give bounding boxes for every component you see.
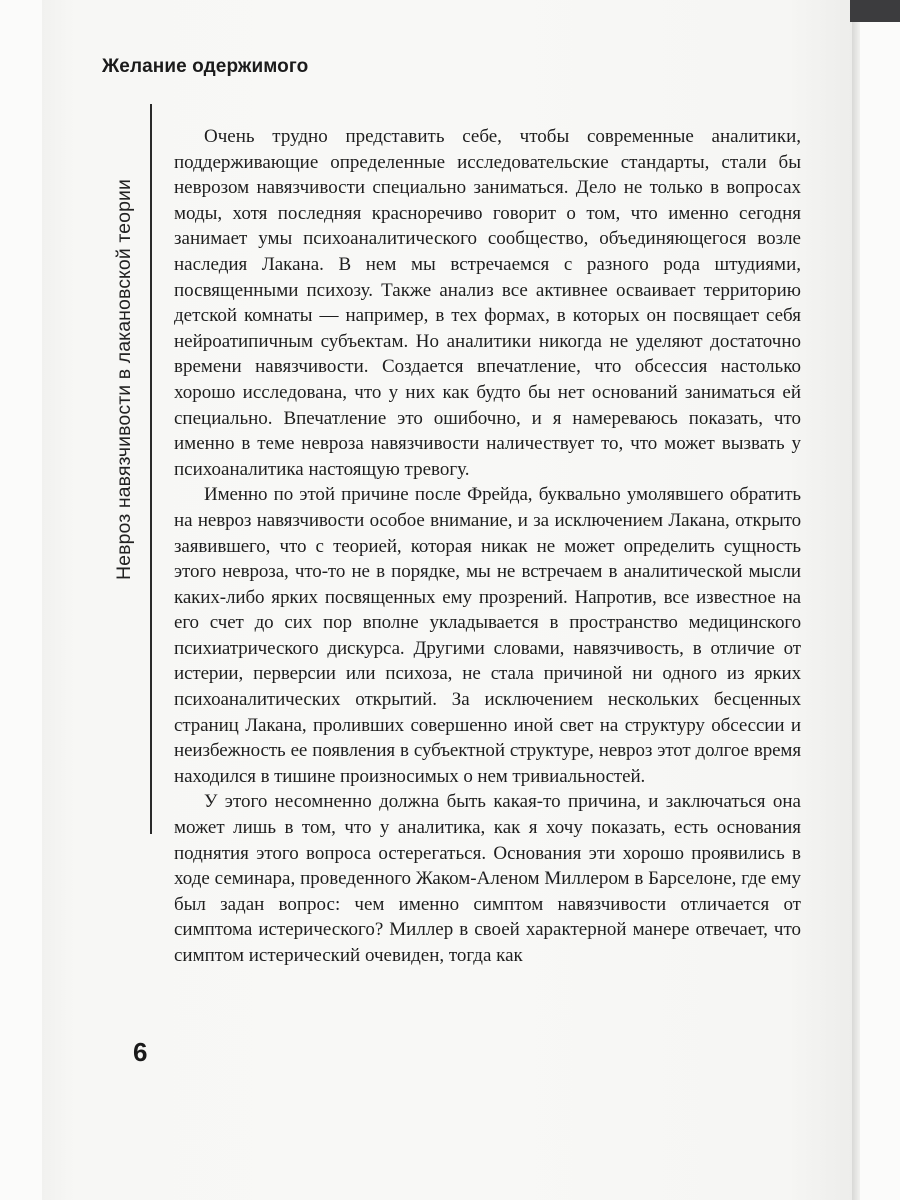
background-corner [850,0,900,22]
vertical-chapter-title: Невроз навязчивости в лакановской теории [113,179,135,580]
paragraph-2: Именно по этой причине после Фрейда, буквально умолявшего обратить на невроз навязчивости особое внимание, и за исключением Лакана, открыто заявившего, что с теорией, которая никак не может определить сущность этого невроза, что-то не в порядке, мы не встречаем в аналитической мысли каких-либо ярких посвященных ему прозрений. Напротив, все известное на его счет до сих пор вполне укладывается в пространство медицинского психиатрического дискурса. Другими словами, навязчивость, в отличие от истерии, перверсии или психоза, не стала причиной ни одного из ярких психоаналитических открытий. За исключением нескольких бесценных страниц Лакана, проливших совершенно иной свет на структуру обсессии и неизбежность ее появления в субъектной структуре, невроз этот долгое время находился в тишине произносимых о нем тривиальностей. [174,484,801,787]
vertical-rule [150,104,152,834]
page-edge [852,0,860,1200]
paragraph-3: У этого несомненно должна быть какая-то причина, и заключаться она может лишь в том, что у аналитика, как я хочу показать, есть основания поднятия этого вопроса остерегаться. Основания эти хорошо проявились в ходе семинара, проведенного Жаком-Аленом Миллером в Барселоне, где ему был задан вопрос: чем именно симптом навязчивости отличается от симптома истерического? Миллер в своей характерной манере отвечает, что симптом истерический очевиден, тогда как [174,791,801,966]
body-text [174,124,801,969]
running-title: Желание одержимого [102,56,309,77]
paragraph-1: Очень трудно представить себе, чтобы современные аналитики, поддерживающие определенные исследовательские стандарты, стали бы неврозом навязчивости специально заниматься. Дело не только в вопросах моды, хотя последняя красноречиво говорит о том, что именно сегодня занимает умы психоаналитического сообщество, объединяющегося возле наследия Лакана. В нем мы встречаемся с разного рода штудиями, посвященными психозу. Также анализ все активнее осваивает территорию детской комнаты — например, в тех формах, в которых он посвящает себя нейроатипичным субъектам. Но аналитики никогда не уделяют достаточно времени навязчивости. Создается впечатление, что обсессия настолько хорошо исследована, что у них как будто бы нет оснований заниматься ей специально. Впечатление это ошибочно, и я намереваюсь показать, что именно в теме невроза навязчивости наличествует то, что может вызвать у психоаналитика настоящую тревогу. [174,126,801,480]
page-number: 6 [133,1037,148,1067]
